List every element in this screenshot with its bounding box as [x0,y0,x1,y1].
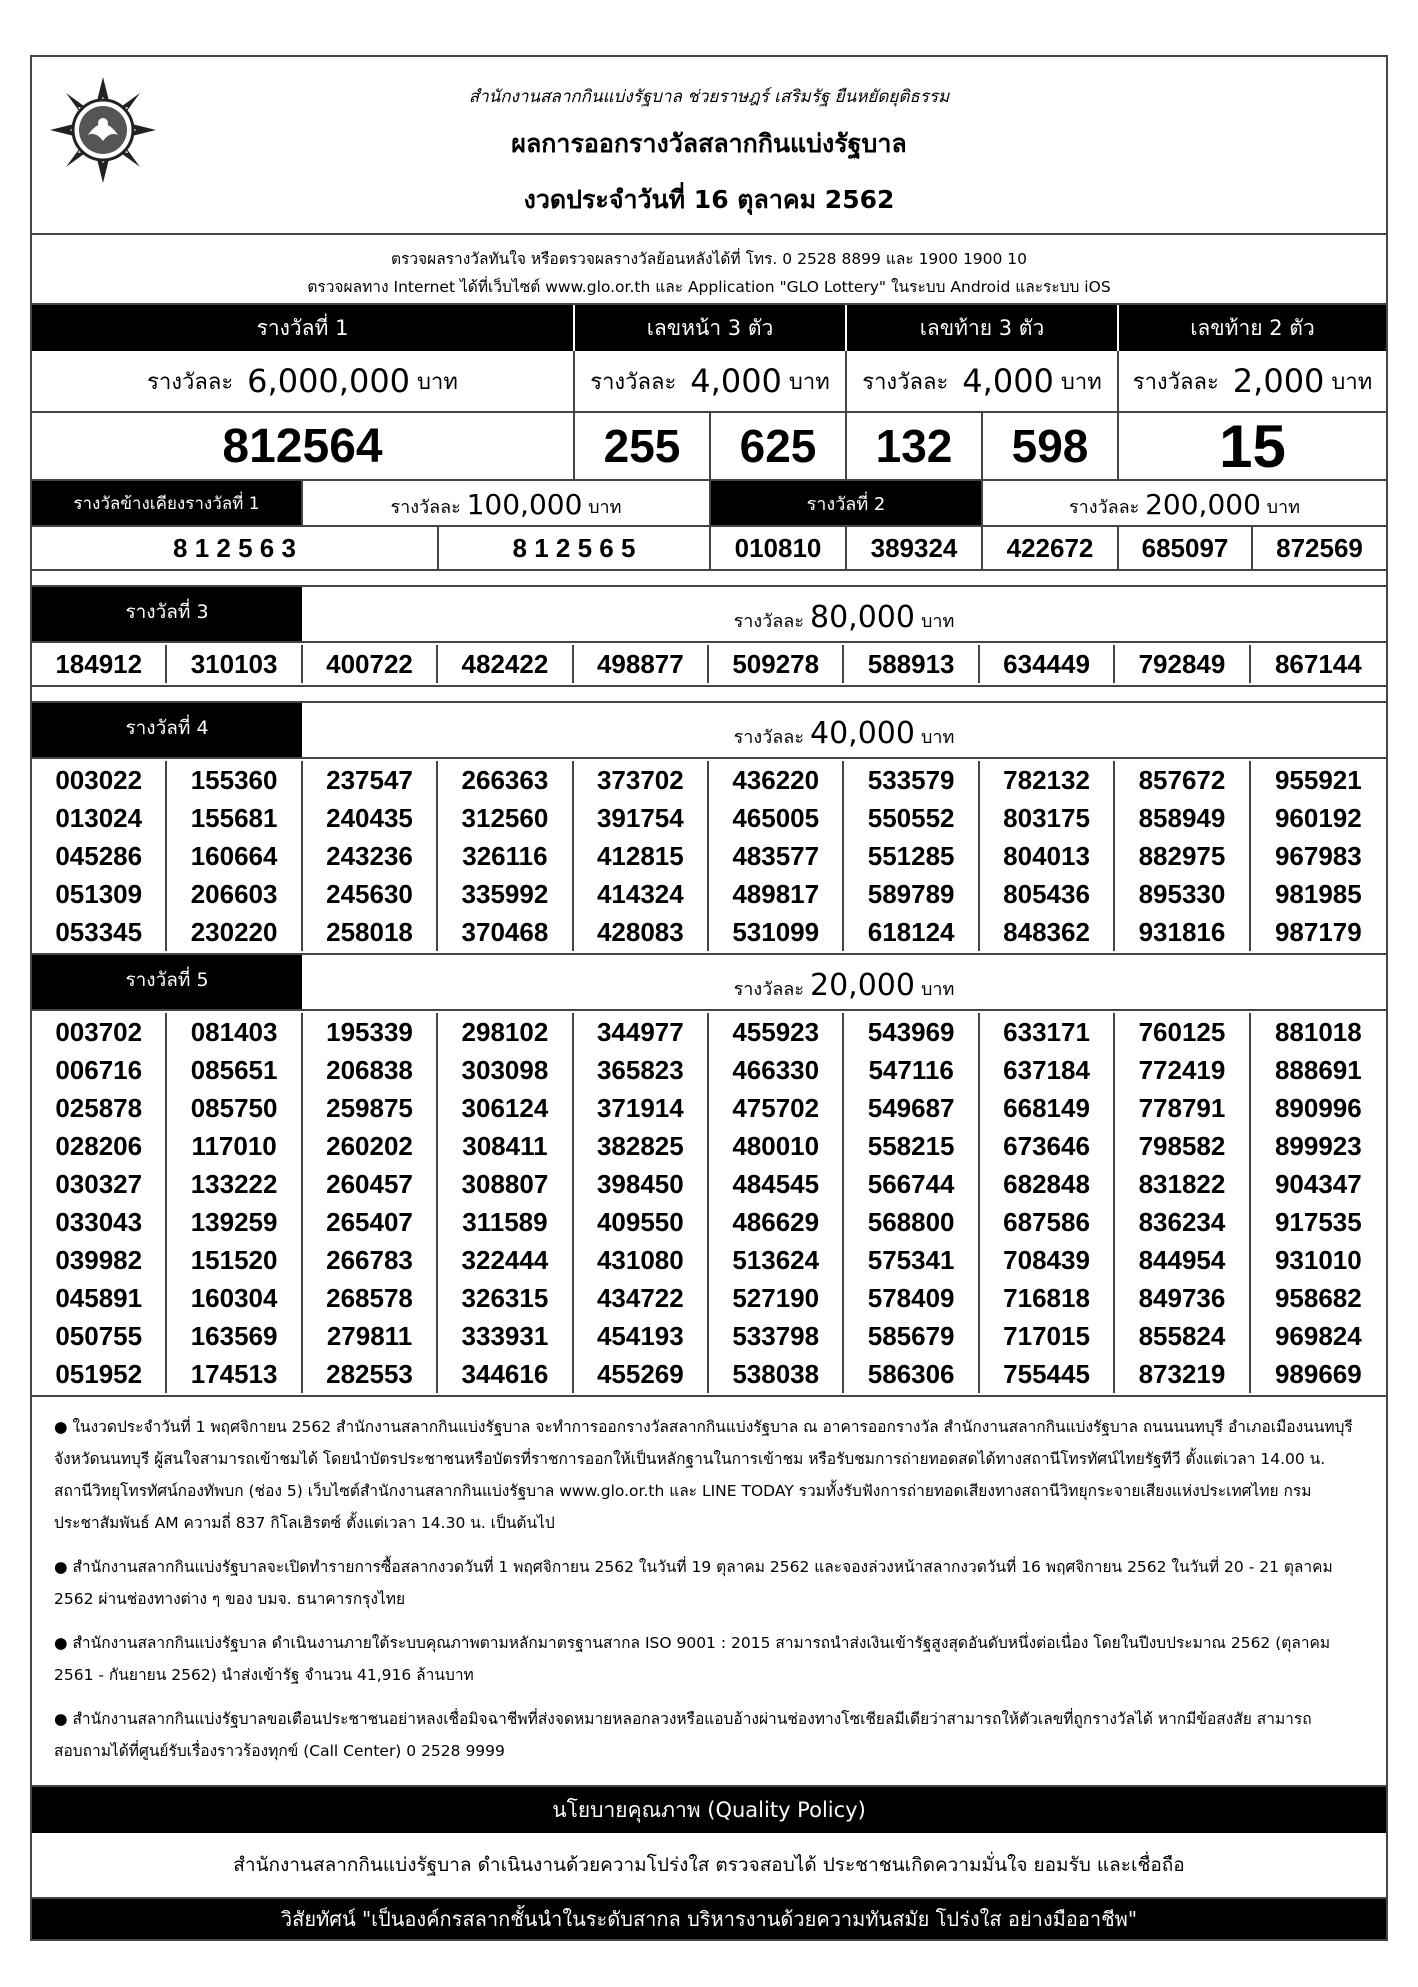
prize5-number: 306124 [438,1089,573,1127]
prize5-header [32,955,1386,1011]
prize5-row [32,1165,1386,1203]
prize5-number: 475702 [709,1089,844,1127]
prize4-number: 589789 [844,875,979,913]
amount-value: 4,000 [962,362,1054,400]
top-prize-headers [32,305,1386,351]
note-paragraph: ● สำนักงานสลากกินแบ่งรัฐบาลจะเปิดทำรายการซื้อสลากงวดวันที่ 1 พฤศจิกายน 2562 ในวันที่ 19 ตุลาคม 2562 และจองล่วงหน้าสลากงวดวันที่ 16 พฤศจิกายน 2562 ในวันที่ 20 - 21 ตุลาคม 2562 ผ่านช่องทางต่าง ๆ ของ บมจ. ธนาคารกรุงไทย [54,1558,1333,1608]
prize5-number: 716818 [980,1279,1115,1317]
amount-value: 2,000 [1232,362,1325,400]
prize5-grid [32,1011,1386,1397]
amount-prefix: รางวัลละ [1068,497,1140,518]
prize2-number: 010810 [711,527,847,569]
prize5-number: 466330 [709,1051,844,1089]
prize5-number: 637184 [980,1051,1115,1089]
prize2-number: 872569 [1276,532,1363,563]
prize5-number: 265407 [303,1203,438,1241]
prize4-number: 804013 [980,837,1115,875]
prize3-number: 482422 [438,645,573,683]
prize4-number: 931816 [1115,913,1250,951]
prize5-number: 633171 [980,1013,1115,1051]
prize5-row [32,1089,1386,1127]
top-numbers [32,413,1386,481]
note-paragraph: ● ในงวดประจำวันที่ 1 พฤศจิกายน 2562 สำนักงานสลากกินแบ่งรัฐบาล จะทำการออกรางวัลสลากกินแบ่งรัฐบาล ณ อาคารออกรางวัล สำนักงานสลากกินแบ่งรัฐบาล ถนนนนทบุรี อำเภอเมืองนนทบุรี จังหวัดนนทบุรี ผู้สนใจสามารถเข้าชมได้ โดยนำบัตรประชาชนหรือบัตรที่ราชการออกให้เป็นหลักฐานในการเข้าชม หรือรับชมการถ่ายทอดสดได้ทางสถานีโทรทัศน์ไทยรัฐทีวี ตั้งแต่เวลา 14.00 น. สถานีวิทยุโทรทัศน์กองทัพบก (ช่อง 5) เว็บไซต์สำนักงานสลากกินแบ่งรัฐบาล www.glo.or.th และ LINE TODAY รวมทั้งรับฟังการถ่ายทอดเสียงทางสถานีวิทยุกระจายเสียงแห่งประเทศไทย กรมประชาสัมพันธ์ AM ความถี่ 837 กิโลเฮิรตซ์ ตั้งแต่เวลา 14.30 น. เป็นต้นไป [54,1418,1353,1532]
prize5-number: 028206 [32,1127,167,1165]
prize5-row [32,1317,1386,1355]
prize4-number: 782132 [980,761,1115,799]
prize5-number: 039982 [32,1241,167,1279]
prize5-number: 117010 [167,1127,302,1165]
prize5-number: 260457 [303,1165,438,1203]
prize5-number: 139259 [167,1203,302,1241]
prize5-number: 333931 [438,1317,573,1355]
prize3-number: 400722 [303,645,438,683]
prize4-number: 045286 [32,837,167,875]
header-last3: เลขท้าย 3 ตัว [847,305,1119,351]
prize4-number: 414324 [574,875,709,913]
prize5-number: 538038 [709,1355,844,1393]
prize3-label: รางวัลที่ 3 [32,587,302,641]
front3-number-2: 625 [711,413,847,479]
prize5-number: 844954 [1115,1241,1250,1279]
prize4-number: 848362 [980,913,1115,951]
prize5-number: 917535 [1274,1206,1362,1237]
amount-prefix: รางวัลละ [733,979,804,1000]
amount-prefix: รางวัลละ [733,611,804,632]
prize5-number: 266783 [303,1241,438,1279]
last3-number-2: 598 [983,413,1119,479]
prize5-number: 890996 [1274,1092,1362,1123]
header [32,57,1386,235]
prize4-number: 160664 [167,837,302,875]
prize4-number: 960192 [1274,802,1362,833]
prize5-number: 298102 [438,1013,573,1051]
prize2-label: รางวัลที่ 2 [711,481,983,525]
prize5-number: 303098 [438,1051,573,1089]
prize5-number: 454193 [574,1317,709,1355]
prize5-number: 575341 [844,1241,979,1279]
prize3-grid [32,643,1386,687]
spacer [32,571,1386,587]
prize4-number: 013024 [32,799,167,837]
prize5-number: 760125 [1115,1013,1250,1051]
prize4-header [32,703,1386,759]
amount-last3 [847,351,1119,411]
draw-date: งวดประจำวันที่ 16 ตุลาคม 2562 [523,185,895,214]
amount-value: 6,000,000 [247,362,411,400]
prize4-number: 436220 [709,761,844,799]
prize5-number: 006716 [32,1051,167,1089]
prize5-number: 434722 [574,1279,709,1317]
announcement-notes [32,1397,1386,1787]
prize5-number: 958682 [1274,1282,1362,1313]
prize5-number: 431080 [574,1241,709,1279]
amount-suffix: บาท [1060,369,1102,395]
prize4-number: 857672 [1115,761,1250,799]
prize4-number: 533579 [844,761,979,799]
amount-suffix: บาท [1331,369,1373,395]
prize5-number: 308807 [438,1165,573,1203]
header-first-prize: รางวัลที่ 1 [32,305,575,351]
amount-suffix: บาท [788,369,830,395]
prize4-number: 551285 [844,837,979,875]
prize5-number: 484545 [709,1165,844,1203]
prize4-number: 155360 [167,761,302,799]
amount-last2 [1119,351,1386,411]
prize3-number: 509278 [709,645,844,683]
prize5-row [32,1127,1386,1165]
prize3-amount [302,587,1386,641]
prize5-number: 455269 [574,1355,709,1393]
prize3-number: 634449 [980,645,1115,683]
prize5-number: 586306 [844,1355,979,1393]
prize5-number: 085651 [167,1051,302,1089]
prize4-number: 465005 [709,799,844,837]
prize4-label: รางวัลที่ 4 [32,703,302,757]
amount-prefix: รางวัลละ [390,497,461,518]
prize5-number: 025878 [32,1089,167,1127]
amount-value: 100,000 [466,488,583,521]
prize4-number: 550552 [844,799,979,837]
prize4-number: 955921 [1274,764,1362,795]
near-label: รางวัลข้างเคียงรางวัลที่ 1 [32,481,303,525]
prize5-number: 260202 [303,1127,438,1165]
prize5-number: 344616 [438,1355,573,1393]
prize5-number: 772419 [1115,1051,1250,1089]
prize5-number: 798582 [1115,1127,1250,1165]
prize5-row [32,1355,1386,1393]
prize4-number: 412815 [574,837,709,875]
prize5-number: 365823 [574,1051,709,1089]
org-motto: สำนักงานสลากกินแบ่งรัฐบาล ช่วยราษฎร์ เสริมรัฐ ยืนหยัดยุติธรรม [468,87,950,107]
prize4-number: 531099 [709,913,844,951]
prize5-number: 717015 [980,1317,1115,1355]
prize5-number: 326315 [438,1279,573,1317]
amount-prefix: รางวัลละ [733,727,804,748]
prize4-number: 266363 [438,761,573,799]
prize5-row [32,1241,1386,1279]
prize4-number: 243236 [303,837,438,875]
prize5-number: 873219 [1115,1355,1250,1393]
prize5-number: 398450 [574,1165,709,1203]
prize5-number: 881018 [1274,1016,1362,1047]
prize3-header [32,587,1386,643]
amount-suffix: บาท [417,369,458,395]
prize5-number: 755445 [980,1355,1115,1393]
prize5-number: 030327 [32,1165,167,1203]
prize5-number: 206838 [303,1051,438,1089]
prize5-number: 195339 [303,1013,438,1051]
prize3-number: 792849 [1115,645,1250,683]
prize5-number: 344977 [574,1013,709,1051]
amount-prefix: รางวัลละ [1132,369,1219,395]
prize5-number: 486629 [709,1203,844,1241]
info-phone: ตรวจผลรางวัลทันใจ หรือตรวจผลรางวัลย้อนหลังได้ที่ โทร. 0 2528 8899 และ 1900 1900 10 [390,250,1028,268]
prize4-number: 003022 [32,761,167,799]
prize5-number: 371914 [574,1089,709,1127]
prize2-number: 685097 [1119,527,1253,569]
prize5-number: 836234 [1115,1203,1250,1241]
prize4-number: 803175 [980,799,1115,837]
prize5-number: 160304 [167,1279,302,1317]
prize5-number: 899923 [1274,1130,1362,1161]
prize4-number: 391754 [574,799,709,837]
amount-first [32,351,575,411]
spacer [32,687,1386,703]
prize5-number: 174513 [167,1355,302,1393]
near-prize2-header [32,481,1386,527]
prize4-number: 618124 [844,913,979,951]
amount-value: 4,000 [690,362,782,400]
amount-suffix: บาท [920,979,955,1000]
prize5-number: 033043 [32,1203,167,1241]
prize5-label: รางวัลที่ 5 [32,955,302,1009]
amount-suffix: บาท [1266,497,1301,518]
near-prize2-numbers [32,527,1386,571]
prize5-number: 849736 [1115,1279,1250,1317]
prize4-row [32,761,1386,799]
prize3-row [32,645,1386,683]
prize5-number: 051952 [32,1355,167,1393]
prize4-number: 230220 [167,913,302,951]
prize2-number: 422672 [983,527,1119,569]
prize5-number: 578409 [844,1279,979,1317]
near-amount [303,481,711,525]
prize4-number: 882975 [1115,837,1250,875]
prize4-amount [302,703,1386,757]
near-number-2: 8 1 2 5 6 5 [439,527,711,569]
prize5-number: 566744 [844,1165,979,1203]
lottery-result-sheet [30,55,1388,1941]
header-front3: เลขหน้า 3 ตัว [575,305,847,351]
prize4-number: 489817 [709,875,844,913]
prize5-number: 308411 [438,1127,573,1165]
front3-number-1: 255 [575,413,711,479]
prize5-number: 778791 [1115,1089,1250,1127]
last3-number-1: 132 [847,413,983,479]
vision-statement: วิสัยทัศน์ "เป็นองค์กรสลากชั้นนำในระดับสากล บริหารงานด้วยความทันสมัย โปร่งใส อย่างมืออาชีพ" [32,1899,1386,1939]
prize3-number: 310103 [167,645,302,683]
prize5-number: 673646 [980,1127,1115,1165]
prize4-number: 053345 [32,913,167,951]
prize4-number: 987179 [1274,916,1362,947]
prize5-amount [302,955,1386,1009]
prize4-number: 858949 [1115,799,1250,837]
prize5-number: 543969 [844,1013,979,1051]
near-number-1: 8 1 2 5 6 3 [32,527,439,569]
prize5-row [32,1051,1386,1089]
prize5-number: 081403 [167,1013,302,1051]
prize5-number: 050755 [32,1317,167,1355]
prize5-number: 568800 [844,1203,979,1241]
prize5-row [32,1203,1386,1241]
prize4-number: 326116 [438,837,573,875]
prize4-number: 895330 [1115,875,1250,913]
amount-prefix: รางวัลละ [147,369,234,395]
prize4-number: 312560 [438,799,573,837]
prize5-number: 279811 [303,1317,438,1355]
prize5-row [32,1013,1386,1051]
prize5-number: 668149 [980,1089,1115,1127]
prize5-number: 003702 [32,1013,167,1051]
prize5-number: 585679 [844,1317,979,1355]
prize5-number: 527190 [709,1279,844,1317]
note-paragraph: ● สำนักงานสลากกินแบ่งรัฐบาล ดำเนินงานภายใต้ระบบคุณภาพตามหลักมาตรฐานสากล ISO 9001 : 2015 สามารถนำส่งเงินเข้ารัฐสูงสุดอันดับหนึ่งต่อเนื่อง โดยในปีงบประมาณ 2562 (ตุลาคม 2561 - กันยายน 2562) นำส่งเข้ารัฐ จำนวน 41,916 ล้านบาท [54,1634,1331,1684]
prize3-number: 184912 [32,645,167,683]
amount-prefix: รางวัลละ [862,369,949,395]
prize4-number: 967983 [1274,840,1362,871]
prize5-number: 682848 [980,1165,1115,1203]
amount-suffix: บาท [588,497,622,518]
amount-prefix: รางวัลละ [590,369,677,395]
prize2-number: 389324 [847,527,983,569]
prize3-number: 498877 [574,645,709,683]
prize5-number: 259875 [303,1089,438,1127]
amount-suffix: บาท [920,727,955,748]
prize5-number: 989669 [1274,1358,1362,1389]
prize5-number: 480010 [709,1127,844,1165]
prize3-number: 867144 [1274,648,1362,679]
prize4-row [32,913,1386,951]
prize5-number: 904347 [1274,1168,1362,1199]
prize4-number: 370468 [438,913,573,951]
first-prize-number: 812564 [32,413,575,479]
prize5-row [32,1279,1386,1317]
prize5-number: 045891 [32,1279,167,1317]
prize5-number: 085750 [167,1089,302,1127]
quality-policy-text: สำนักงานสลากกินแบ่งรัฐบาล ดำเนินงานด้วยความโปร่งใส ตรวจสอบได้ ประชาชนเกิดความมั่นใจ ยอมรับ และเชื่อถือ [32,1833,1386,1899]
prize4-number: 240435 [303,799,438,837]
prize4-row [32,875,1386,913]
prize5-number: 151520 [167,1241,302,1279]
prize5-number: 268578 [303,1279,438,1317]
prize5-number: 133222 [167,1165,302,1203]
prize4-number: 805436 [980,875,1115,913]
prize5-number: 382825 [574,1127,709,1165]
prize4-number: 245630 [303,875,438,913]
prize4-number: 258018 [303,913,438,951]
prize4-number: 155681 [167,799,302,837]
prize5-number: 708439 [980,1241,1115,1279]
prize4-number: 237547 [303,761,438,799]
prize5-number: 855824 [1115,1317,1250,1355]
amount-front3 [575,351,847,411]
page-title: ผลการออกรางวัลสลากกินแบ่งรัฐบาล [511,129,907,158]
prize4-row [32,837,1386,875]
amount-value: 80,000 [810,600,915,635]
prize5-number: 311589 [438,1203,573,1241]
prize5-number: 322444 [438,1241,573,1279]
top-amounts [32,351,1386,413]
header-last2: เลขท้าย 2 ตัว [1190,315,1315,340]
prize5-number: 513624 [709,1241,844,1279]
quality-policy-title: นโยบายคุณภาพ (Quality Policy) [32,1787,1386,1833]
prize4-number: 373702 [574,761,709,799]
amount-value: 20,000 [810,968,915,1003]
prize5-number: 455923 [709,1013,844,1051]
amount-value: 40,000 [810,716,915,751]
prize5-number: 547116 [844,1051,979,1089]
prize3-number: 588913 [844,645,979,683]
prize5-number: 831822 [1115,1165,1250,1203]
prize5-number: 969824 [1274,1320,1362,1351]
prize4-number: 051309 [32,875,167,913]
prize4-number: 483577 [709,837,844,875]
prize4-number: 206603 [167,875,302,913]
prize5-number: 409550 [574,1203,709,1241]
prize4-row [32,799,1386,837]
prize4-number: 981985 [1274,878,1362,909]
prize5-number: 533798 [709,1317,844,1355]
prize5-number: 549687 [844,1089,979,1127]
prize5-number: 282553 [303,1355,438,1393]
prize5-number: 687586 [980,1203,1115,1241]
prize5-number: 931010 [1274,1244,1362,1275]
amount-value: 200,000 [1145,488,1261,521]
prize4-number: 428083 [574,913,709,951]
prize5-number: 163569 [167,1317,302,1355]
prize5-number: 888691 [1274,1054,1362,1085]
prize5-number: 558215 [844,1127,979,1165]
note-paragraph: ● สำนักงานสลากกินแบ่งรัฐบาลขอเตือนประชาชนอย่าหลงเชื่อมิจฉาชีพที่ส่งจดหมายหลอกลวงหรือแอบอ้างผ่านช่องทางโซเชียลมีเดียว่าสามารถให้ตัวเลขที่ถูกรางวัลได้ หากมีข้อสงสัย สามารถสอบถามได้ที่ศูนย์รับเรื่องราวร้องทุกข์ (Call Center) 0 2528 9999 [54,1710,1312,1760]
info-block [32,235,1386,305]
info-internet: ตรวจผลทาง Internet ได้ที่เว็บไซต์ www.glo.or.th และ Application "GLO Lottery" ในระบบ Android และระบบ iOS [307,278,1111,296]
prize4-grid [32,759,1386,955]
amount-suffix: บาท [920,611,955,632]
last2-number: 15 [1219,412,1286,480]
prize2-amount [983,481,1386,525]
prize4-number: 335992 [438,875,573,913]
